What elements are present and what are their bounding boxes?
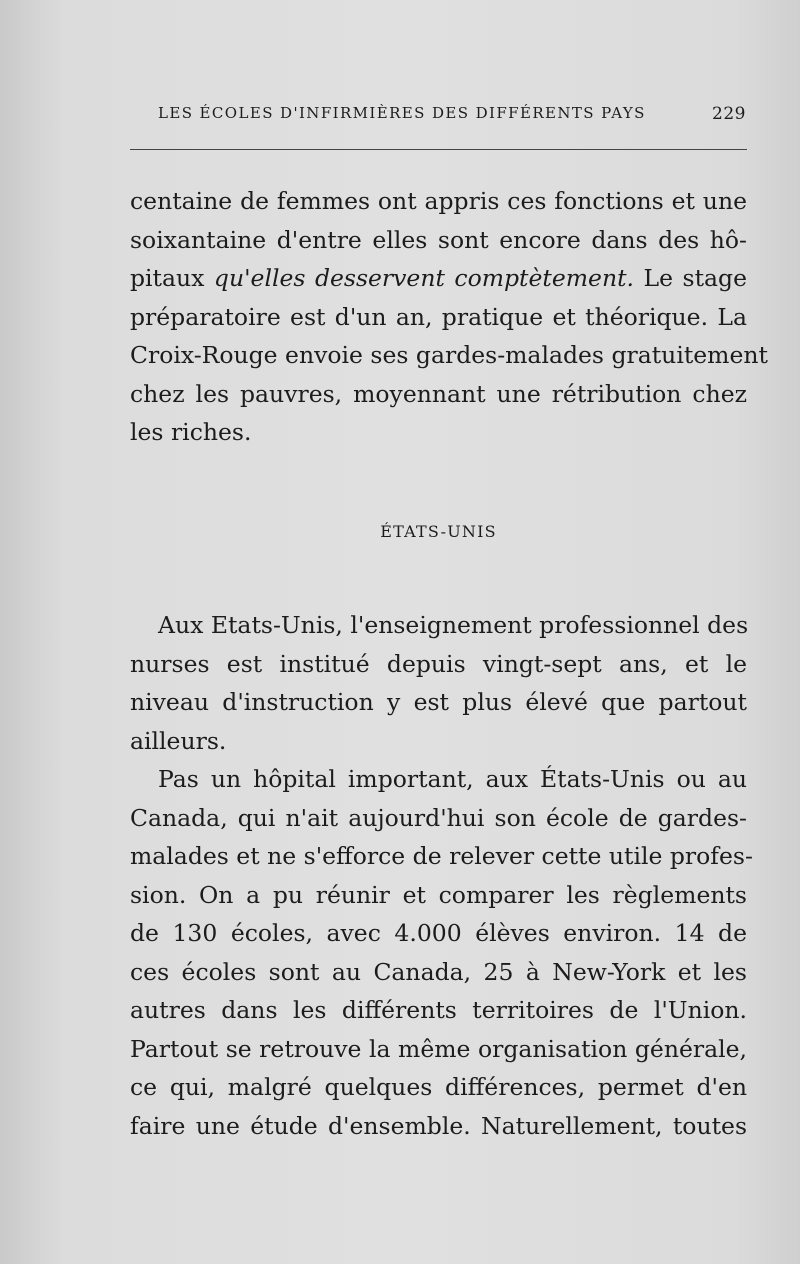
text-line: autres dans les différents territoires de l'Union. [130,996,747,1024]
paragraph-2-3 [130,606,753,1145]
running-head-title: LES ÉCOLES D'INFIRMIÈRES DES DIFFÉRENTS PAYS [158,104,646,122]
text-line: nurses est institué depuis vingt-sept ans, et le [130,649,747,678]
text-line: ailleurs. [130,726,227,755]
header-rule [130,149,747,150]
paragraph-1 [130,182,768,452]
text-line: les riches. [130,418,252,446]
text-line: Croix-Rouge envoie ses gardes-malades gratuitement [130,341,768,369]
text-fragment: pitaux [130,264,205,292]
page-number: 229 [712,104,746,124]
text-line: ce qui, malgré quelques différences, permet d'en [130,1073,747,1101]
text-line: ces écoles sont au Canada, 25 à New-York et les [130,957,747,986]
text-line: centaine de femmes ont appris ces fonctions et une [130,187,747,215]
text-line: chez les pauvres, moyennant une rétribution chez [130,379,747,408]
text-line: Pas un hôpital important, aux États-Unis ou au [158,765,747,793]
text-line: préparatoire est d'un an, pratique et théorique. La [130,302,747,331]
text-line: soixantaine d'entre elles sont encore dans des hô- [130,225,747,254]
text-line: de 130 écoles, avec 4.000 élèves environ. 14 de [130,919,747,947]
text-line: faire une étude d'ensemble. Naturellement, toutes [130,1111,747,1140]
text-line: malades et ne s'efforce de relever cette utile profes- [130,842,753,870]
section-heading: ÉTATS-UNIS [380,522,497,541]
text-line: Canada, qui n'ait aujourd'hui son école de gardes- [130,803,747,832]
text-fragment: Le stage [643,264,747,292]
text-line: sion. On a pu réunir et comparer les règlements [130,880,747,909]
italic-phrase: qu'elles desservent comptètement. [213,264,634,292]
text-line: Partout se retrouve la même organisation générale, [130,1034,747,1063]
text-line: Aux Etats-Unis, l'enseignement professionnel des [158,611,749,639]
text-line-mixed [130,259,747,298]
text-line: niveau d'instruction y est plus élevé que partout [130,688,747,716]
